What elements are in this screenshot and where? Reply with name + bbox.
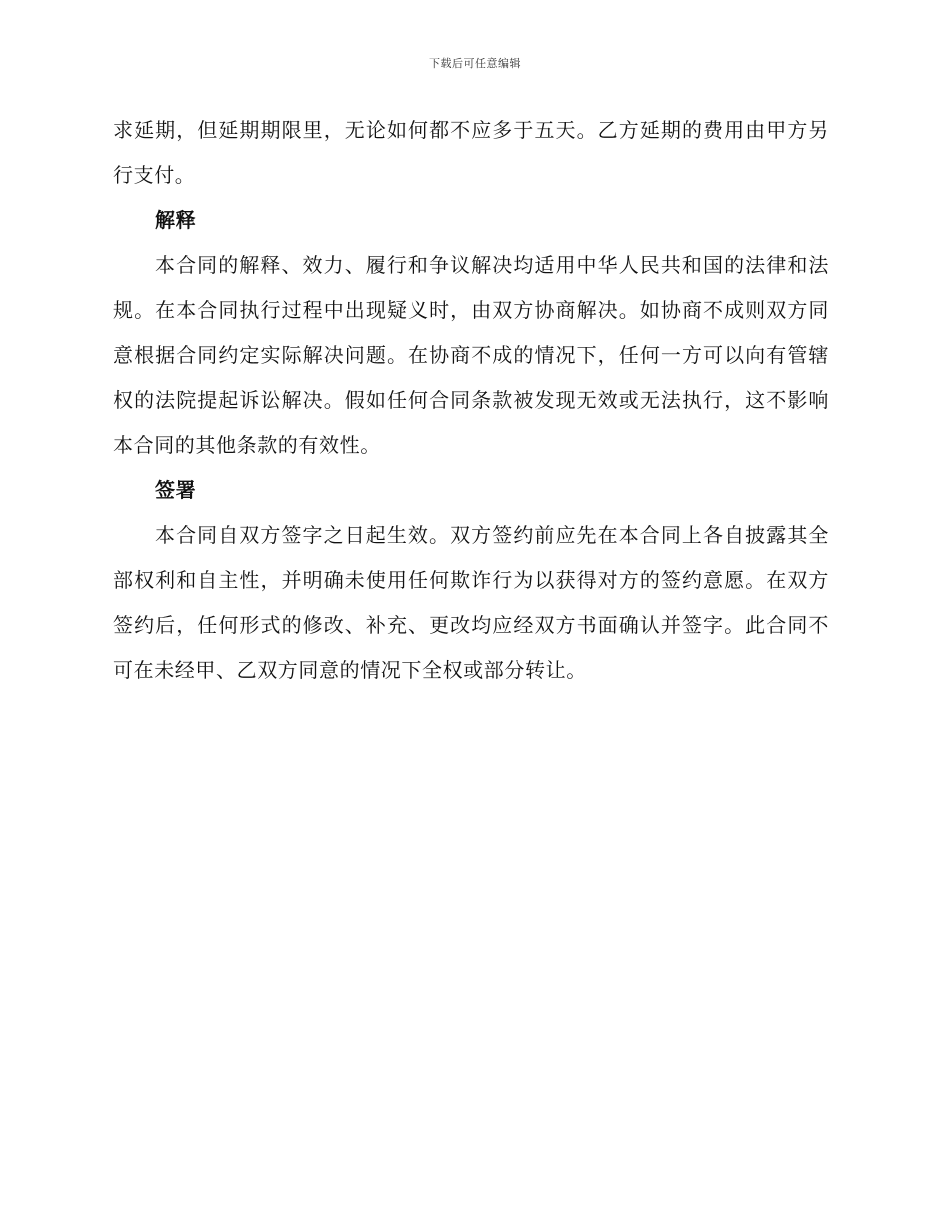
page-header: 下载后可任意编辑 <box>429 57 521 70</box>
section-body-signing: 本合同自双方签字之日起生效。双方签约前应先在本合同上各自披露其全部权利和自主性，并明确未使用任何欺诈行为以获得对方的签约意愿。在双方签约后，任何形式的修改、补充、更改均应经双方书面确认并签字。此合同不可在未经甲、乙双方同意的情况下全权或部分转让。 <box>113 523 829 682</box>
intro-continuation-paragraph: 求延期，但延期期限里，无论如何都不应多于五天。乙方延期的费用由甲方另行支付。 <box>113 118 829 187</box>
section-body-interpretation: 本合同的解释、效力、履行和争议解决均适用中华人民共和国的法律和法规。在本合同执行过程中出现疑义时，由双方协商解决。如协商不成则双方同意根据合同约定实际解决问题。在协商不成的情况下，任何一方可以向有管辖权的法院提起诉讼解决。假如任何合同条款被发现无效或无法执行，这不影响本合同的其他条款的有效性。 <box>113 253 829 457</box>
section-heading-interpretation: 解释 <box>155 208 197 232</box>
document-body <box>113 108 829 693</box>
section-heading-signing: 签署 <box>155 478 197 502</box>
